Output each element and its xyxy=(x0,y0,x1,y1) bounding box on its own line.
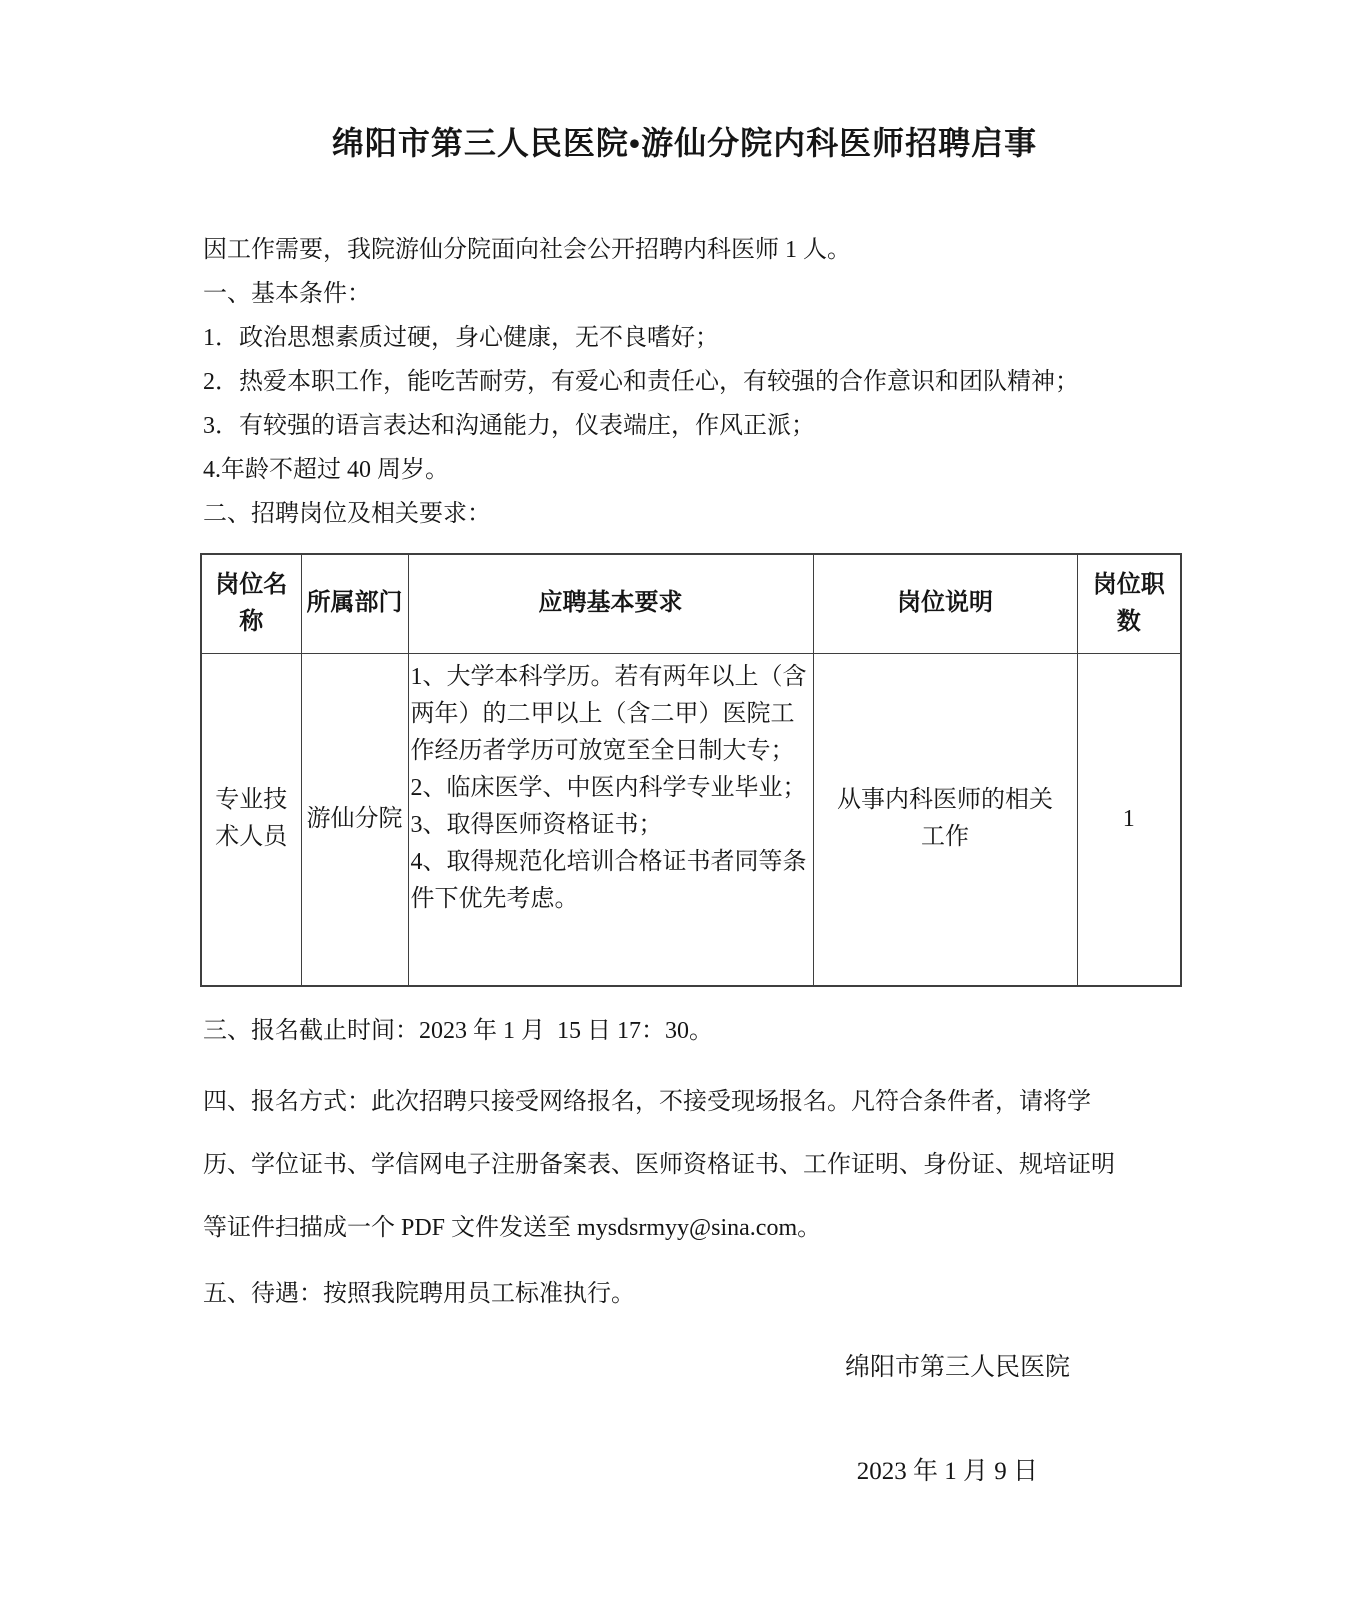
section1-item-2: 2．热爱本职工作，能吃苦耐劳，有爱心和责任心，有较强的合作意识和团队精神； xyxy=(203,369,1079,395)
signature-org: 绵阳市第三人民医院 xyxy=(844,1354,1070,1381)
page-title: 绵阳市第三人民医院•游仙分院内科医师招聘启事 xyxy=(331,125,1038,161)
section1-heading: 一、基本条件： xyxy=(203,281,371,307)
section4-paragraph: 四、报名方式：此次招聘只接受网络报名，不接受现场报名。凡符合条件者，请将学历、学位证书、学信网电子注册备案表、医师资格证书、工作证明、身份证、规培证明等证件扫描成一个 PDF 文件发送至 mysdsrmyy@sina.com。 xyxy=(203,1089,1115,1241)
cell-position-name: 专业技术人员 xyxy=(201,653,301,986)
section1-item-4: 4.年龄不超过 40 周岁。 xyxy=(203,457,449,483)
cell-requirements xyxy=(408,653,813,986)
requirement-item-4: 4、取得规范化培训合格证书者同等条件下优先考虑。 xyxy=(410,848,807,912)
cell-department: 游仙分院 xyxy=(301,653,408,986)
section3-line: 三、报名截止时间：2023 年 1 月 15 日 17：30。 xyxy=(203,1018,713,1044)
requirement-item-1: 1、大学本科学历。若有两年以上（含两年）的二甲以上（含二甲）医院工作经历者学历可放宽至全日制大专； xyxy=(410,663,807,764)
requirement-item-3: 3、取得医师资格证书； xyxy=(410,811,663,838)
col-header-position-name: 岗位名称 xyxy=(201,554,301,653)
section1-item-1: 1．政治思想素质过硬，身心健康，无不良嗜好； xyxy=(203,325,719,351)
requirement-item-2: 2、临床医学、中医内科学专业毕业； xyxy=(410,774,807,801)
section2-heading: 二、招聘岗位及相关要求： xyxy=(203,501,491,527)
col-header-headcount: 岗位职数 xyxy=(1077,554,1181,653)
positions-table xyxy=(200,553,1182,987)
col-header-requirements: 应聘基本要求 xyxy=(408,554,813,653)
section1-item-3: 3．有较强的语言表达和沟通能力，仪表端庄，作风正派； xyxy=(203,413,815,439)
document-content xyxy=(200,228,1180,1494)
intro-paragraph: 因工作需要，我院游仙分院面向社会公开招聘内科医师 1 人。 xyxy=(203,237,851,263)
col-header-department: 所属部门 xyxy=(301,554,408,653)
cell-job-description: 从事内科医师的相关工作 xyxy=(813,653,1077,986)
signature-date: 2023 年 1 月 9 日 xyxy=(856,1458,1038,1485)
table-row xyxy=(201,653,1181,986)
positions-table-wrap xyxy=(200,553,1180,987)
section5-line: 五、待遇：按照我院聘用员工标准执行。 xyxy=(203,1281,635,1307)
cell-headcount: 1 xyxy=(1077,653,1181,986)
table-header-row xyxy=(201,554,1181,653)
col-header-job-description: 岗位说明 xyxy=(813,554,1077,653)
